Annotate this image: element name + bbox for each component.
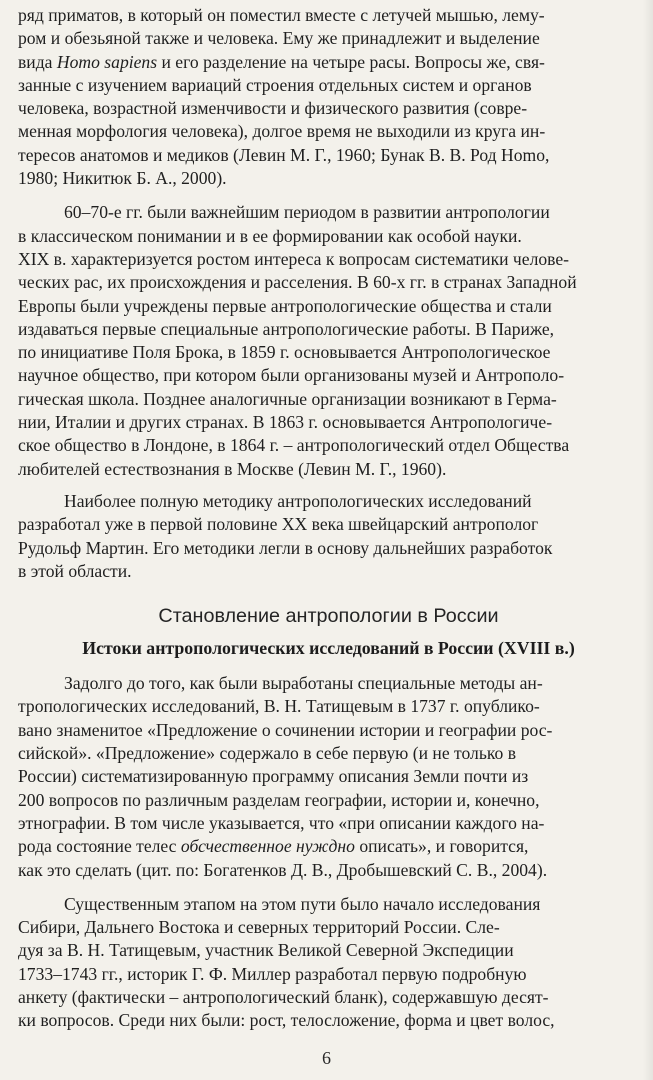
section-heading: Становление антропологии в России: [158, 605, 499, 628]
page-text: [18, 4, 639, 1033]
page-edge-shadow: [643, 0, 653, 1080]
page-number: 6: [322, 1048, 331, 1068]
paragraph-siberia-miller: Существенным этапом на этом пути было начало исследования Сибири, Дальнего Востока и северных территорий России. Сле- дуя за В. Н. Татищевым, участник Великой Северной Экспедиции 1733–1743 гг., историк Г. Ф. Миллер разработал первую подробную анкету (фактически – антропологический бланк), содержавшую десят- ки вопросов. Среди них были: рост, телосложение, форма и цвет волос,: [18, 893, 555, 1031]
paragraph-1860s-anthropology: 60–70-е гг. были важнейшим периодом в развитии антропологии в классическом понимании и в ее формировании как особой науки. XIX в. характеризуется ростом интереса к вопросам систематики челове- ческих рас, их происхождения и расселения. В 60-х гг. в странах Западной Европы были учреждены первые антропологические общества и стали издаваться первые специальные антропологические работы. В Париже, по инициативе Поля Брока, в 1859 г. основывается Антропологическое научное общество, при котором были организованы музей и Антрополо- гическая школа. Позднее аналогичные организации возникают в Герма- нии, Италии и других странах. В 1863 г. основывается Антропологиче- ское общество в Лондоне, в 1864 г. – антропологический отдел Общества любителей естествознания в Москве (Левин М. Г., 1960).: [18, 202, 577, 479]
paragraph-rudolf-martin: Наиболее полную методику антропологических исследований разработал уже в первой половине XX века швейцарский антрополог Рудольф Мартин. Его методики легли в основу дальнейших разработок в этой области.: [18, 490, 553, 581]
paragraph-linnaeus-primates: ряд приматов, в который он поместил вместе с летучей мышью, лему- ром и обезьяной также и человека. Ему же принадлежит и выделение вида Homo sapiens и его разделение на четыре расы. Вопросы же, свя- занные с изучением вариаций строения отдельных систем и органов человека, возрастной изменчивости и физического развития (совре- менная морфология человека), долгое время не выходили из круга ин- тересов анатомов и медиков (Левин М. Г., 1960; Бунак В. В. Род Homo, 1980; Никитюк Б. А., 2000).: [18, 5, 550, 189]
paragraph-tatishchev: Задолго до того, как были выработаны специальные методы ан- тропологических исследований, В. Н. Татищевым в 1737 г. опублико- вано знаменитое «Предложение о сочинении истории и географии рос- сийской». «Предложение» содержало в себе первую (и не только в России) систематизированную программу описания Земли почти из 200 вопросов по различным разделам географии, истории и, конечно, этнографии. В том числе указывается, что «при описании каждого на- рода состояние телес обсчественное нуждно описать», и говорится, как это сделать (цит. по: Богатенков Д. В., Дробышевский С. В., 2004).: [18, 673, 553, 880]
subsection-heading: Истоки антропологических исследований в России (XVIII в.): [82, 638, 575, 659]
